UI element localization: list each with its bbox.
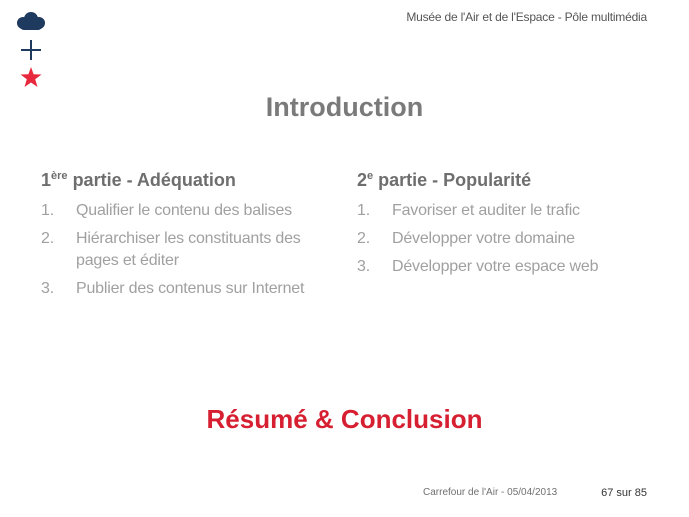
star-icon — [21, 67, 42, 87]
part2-column — [357, 168, 657, 284]
list-item-text: Développer votre domaine — [392, 230, 575, 247]
list-item — [41, 278, 341, 300]
list-item-number: 3. — [357, 258, 370, 275]
cross-plus-icon — [21, 40, 41, 60]
list-item-number: 3. — [41, 280, 54, 297]
list-item-number: 1. — [357, 202, 370, 219]
list-item — [41, 228, 341, 272]
page-number: 67 sur 85 — [601, 487, 647, 499]
part1-list — [41, 200, 341, 300]
part2-heading-text: partie - Popularité — [378, 170, 532, 190]
conclusion-heading: Résumé & Conclusion — [206, 404, 483, 434]
list-item-text: Hiérarchiser les constituants des pages et éditer — [76, 230, 301, 269]
part1-heading — [41, 168, 341, 192]
museum-logo — [14, 10, 48, 92]
part2-heading — [357, 168, 657, 192]
list-item — [357, 200, 657, 222]
part2-list — [357, 200, 657, 278]
list-item — [357, 228, 657, 250]
header-org: Musée de l'Air et de l'Espace - Pôle multimédia — [406, 10, 647, 24]
list-item-text: Développer votre espace web — [392, 258, 599, 275]
part2-number: 2 — [357, 170, 368, 190]
list-item-text: Qualifier le contenu des balises — [76, 202, 292, 219]
part1-column — [41, 168, 341, 306]
list-item — [41, 200, 341, 222]
part1-heading-text: partie - Adéquation — [72, 170, 236, 190]
footer-event: Carrefour de l'Air - 05/04/2013 — [423, 487, 558, 498]
part1-number: 1 — [41, 170, 52, 190]
slide-title: Introduction — [265, 92, 424, 122]
part2-superscript: e — [367, 170, 374, 182]
list-item — [357, 256, 657, 278]
part1-superscript: ère — [51, 170, 68, 182]
list-item-number: 1. — [41, 202, 54, 219]
list-item-text: Favoriser et auditer le trafic — [392, 202, 580, 219]
list-item-number: 2. — [41, 230, 54, 247]
list-item-text: Publier des contenus sur Internet — [76, 280, 305, 297]
cloud-icon — [17, 12, 45, 30]
list-item-number: 2. — [357, 230, 370, 247]
